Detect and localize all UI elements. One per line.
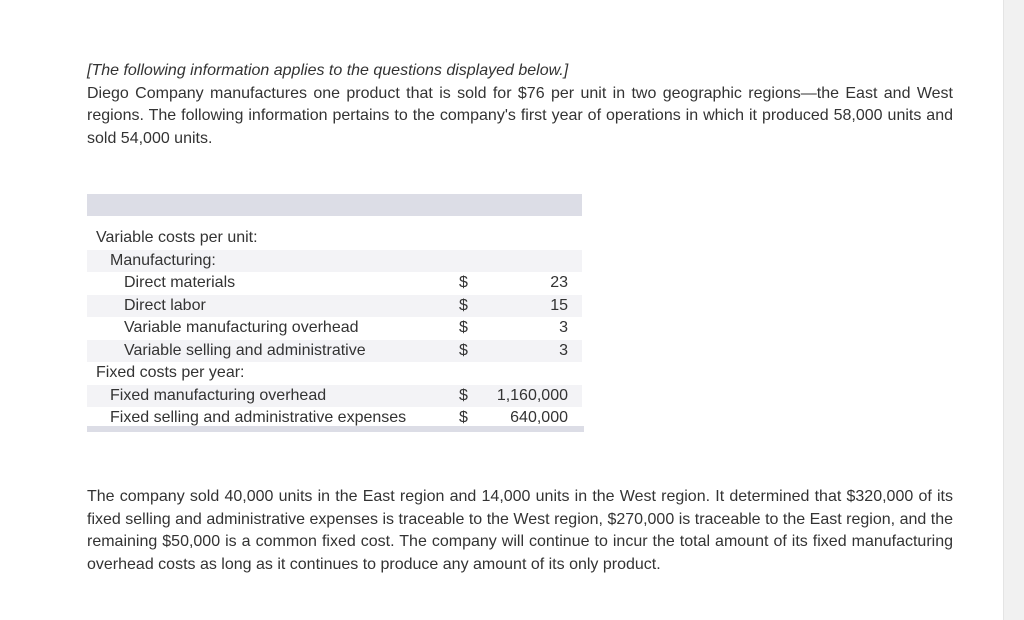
dollar-sign: $ <box>459 319 468 336</box>
table-row <box>87 340 582 363</box>
intro-section <box>87 60 953 150</box>
table-row <box>87 385 582 408</box>
row-amount: 1,160,000 <box>496 386 568 404</box>
table-row <box>87 272 582 295</box>
row-label: Fixed costs per year: <box>96 364 245 381</box>
row-label: Manufacturing: <box>110 251 216 269</box>
dollar-sign: $ <box>459 296 468 314</box>
row-label: Variable costs per unit: <box>96 229 258 246</box>
row-amount: 15 <box>550 296 568 314</box>
table-row <box>87 362 582 385</box>
table-row <box>87 250 582 273</box>
cost-table-header <box>87 194 582 216</box>
table-row <box>87 317 582 340</box>
row-label: Fixed selling and administrative expenses <box>110 409 407 426</box>
row-label: Direct materials <box>124 274 236 291</box>
row-label: Fixed manufacturing overhead <box>110 386 327 404</box>
table-row <box>87 295 582 318</box>
table-row <box>87 227 582 250</box>
row-amount: 23 <box>550 274 568 291</box>
row-amount: 3 <box>559 341 568 359</box>
row-label: Direct labor <box>124 296 206 314</box>
scrollbar[interactable] <box>1003 0 1024 620</box>
dollar-sign: $ <box>459 386 468 404</box>
dollar-sign: $ <box>459 409 468 426</box>
cost-table <box>87 194 582 430</box>
row-amount: 640,000 <box>510 409 568 426</box>
dollar-sign: $ <box>459 341 468 359</box>
row-label: Variable manufacturing overhead <box>124 319 359 336</box>
row-amount: 3 <box>559 319 568 336</box>
cost-table-body <box>87 216 582 430</box>
outro-paragraph: The company sold 40,000 units in the East region and 14,000 units in the West region. It determined that $320,000 of its fixed selling and administrative expenses is traceable to the West region, $270,000 is traceable to the East region, and the remaining $50,000 is a common fixed cost. The company will continue to incur the total amount of its fixed manufacturing overhead costs as long as it continues to produce any amount of its only product. <box>87 488 953 573</box>
cost-table-footer <box>87 426 584 432</box>
row-label: Variable selling and administrative <box>124 341 366 359</box>
intro-note: [The following information applies to the questions displayed below.] <box>87 62 569 79</box>
intro-paragraph: Diego Company manufactures one product that is sold for $76 per unit in two geographic regions—the East and West regions. The following information pertains to the company's first year of operations in which it produced 58,000 units and sold 54,000 units. <box>87 84 953 147</box>
dollar-sign: $ <box>459 274 468 291</box>
